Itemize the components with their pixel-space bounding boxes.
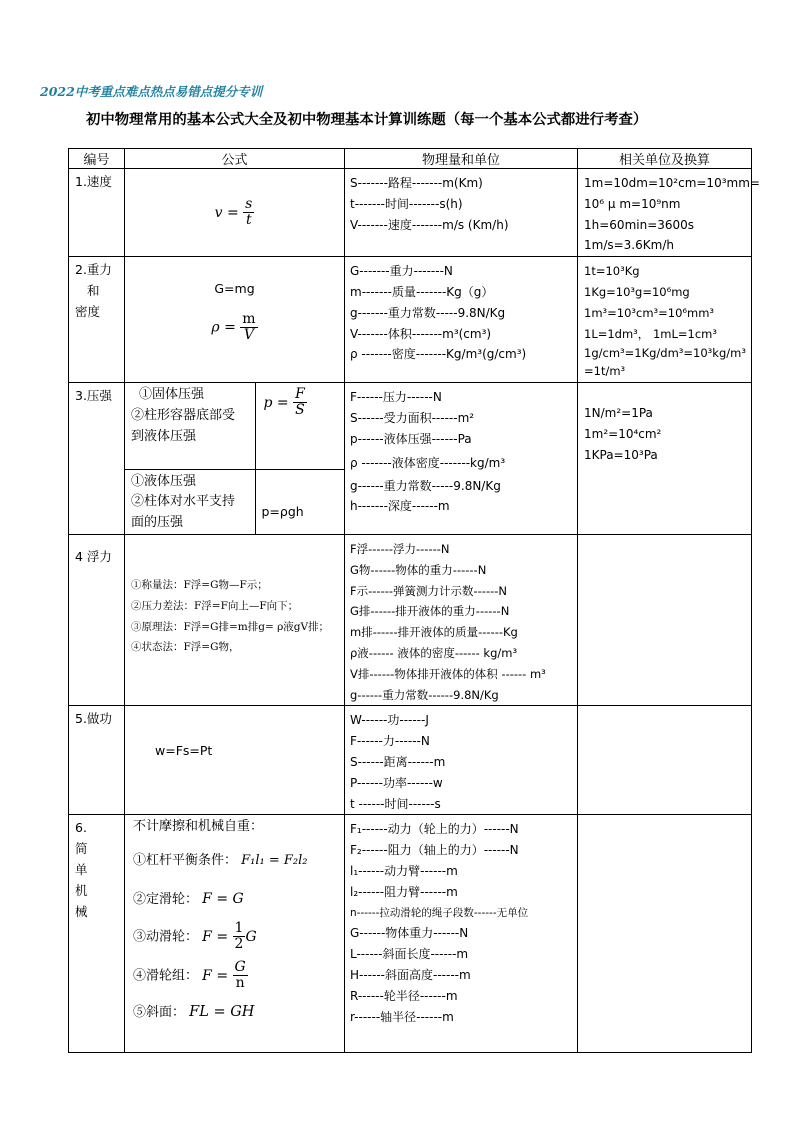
quantities-cell: F₁------动力（轮上的力）------N F₂------阻力（轴上的力）------N l₁------动力臂------m l₂------阻力臂------m n------拉动滑轮的绳子段数------无单位 G------物体重力------N L------斜面长度------m H------斜面高度------m R------轮半径------m r------轴半径------m xyxy=(345,815,578,1053)
conversions-cell xyxy=(578,815,752,1053)
conversions-cell: 1N/m²=1Pa 1m²=10⁴cm² 1KPa=10³Pa xyxy=(578,383,752,535)
formula-cell xyxy=(125,257,345,383)
table-row-work xyxy=(69,706,752,815)
row-number: 4 浮力 xyxy=(69,535,125,706)
col-header-quantities: 物理量和单位 xyxy=(345,149,578,169)
formula-cell xyxy=(125,706,345,815)
formula-table xyxy=(68,148,760,1053)
formula-cell: ①称量法：F浮=G物—F示； ②压力差法：F浮=F向上—F向下； ③原理法：F浮=G排=m排g= ρ液gV排； ④状态法：F浮=G物， xyxy=(125,535,345,706)
formula-cell: 不计摩擦和机械自重： ①杠杆平衡条件： F₁l₁ = F₂l₂ ②定滑轮： F = G ③动滑轮： F = $\frac{1}{2}$ G ④滑轮组： F = $\frac{G}{n}$ ⑤斜面： FL = GH xyxy=(125,815,345,1053)
col-header-number: 编号 xyxy=(69,149,125,169)
incline-formula: ⑤斜面： FL = GH xyxy=(133,1004,255,1021)
table-row-gravity xyxy=(69,257,752,383)
speed-formula: v = $\frac{s}{t}$ xyxy=(214,196,253,229)
row-number: 5.做功 xyxy=(69,706,125,815)
pressure-formula: p = $\frac{F}{S}$ xyxy=(255,383,345,469)
table-row-speed xyxy=(69,169,752,257)
pressure-subtable xyxy=(125,383,345,534)
page-title: 初中物理常用的基本公式大全及初中物理基本计算训练题（每一个基本公式都进行考查） xyxy=(86,111,648,128)
fixed-pulley-formula: ②定滑轮： F = G xyxy=(133,891,244,908)
liquid-pressure-formula: p=ρgh xyxy=(261,503,304,519)
quantities-cell: F浮------浮力------N G物------物体的重力------N F示------弹簧测力计示数------N G排------排开液体的重力------N m排------排开液体的质量------Kg ρ液------ 液体的密度------ kg/m³ V排------物体排开液体的体积 ------ m³ g------重力常数------9.8N/Kg xyxy=(345,535,578,706)
formula-cell xyxy=(125,383,345,535)
row-number: 2.重力 和 密度 xyxy=(69,257,125,383)
row-number: 3.压强 xyxy=(69,383,125,535)
density-formula: ρ = $\frac{m}{V}$ xyxy=(211,311,256,344)
conversions-cell xyxy=(578,706,752,815)
row-number: 6. 简 单 机 械 xyxy=(69,815,125,1053)
lever-formula: ①杠杆平衡条件： F₁l₁ = F₂l₂ xyxy=(133,853,308,869)
movable-pulley-formula: ③动滑轮： F = $\frac{1}{2}$ G xyxy=(133,920,257,953)
quantities-cell: S-------路程-------m(Km) t-------时间-------s(h) V-------速度-------m/s (Km/h) xyxy=(345,169,578,257)
gravity-formula: G=mg xyxy=(214,281,255,297)
liquid-pressure-cases: ①液体压强 ②柱体对水平支持 面的压强 xyxy=(125,469,255,534)
table-header-row xyxy=(69,149,752,169)
col-header-conversions: 相关单位及换算 xyxy=(578,149,752,169)
table-row-machines xyxy=(69,815,752,1053)
conversions-cell: 1t=10³Kg 1Kg=10³g=10⁶mg 1m³=10³cm³=10⁶mm³ 1L=1dm³， 1mL=1cm³ 1g/cm³=1Kg/dm³=10³kg/m³ =1t/m³ xyxy=(578,257,752,383)
quantities-cell: F------压力------N S------受力面积------m² p------液体压强------Pa ρ -------液体密度-------kg/m³ g------重力常数-----9.8N/Kg h-------深度------m xyxy=(345,383,578,535)
pulley-block-formula: ④滑轮组： F = $\frac{G}{n}$ xyxy=(133,959,246,992)
quantities-cell: G-------重力-------N m-------质量-------Kg（g） g-------重力常数-----9.8N/Kg V-------体积-------m³(cm³) ρ -------密度-------Kg/m³(g/cm³) xyxy=(345,257,578,383)
conversions-cell xyxy=(578,535,752,706)
table-row-pressure xyxy=(69,383,752,535)
conversions-cell: 1m=10dm=10²cm=10³mm= 10⁶ μ m=10⁹nm 1h=60min=3600s 1m/s=3.6Km/h xyxy=(578,169,752,257)
formula-cell xyxy=(125,169,345,257)
table-row-buoyancy xyxy=(69,535,752,706)
series-title: 2022中考重点难点热点易错点提分专训 xyxy=(40,84,263,99)
work-formula: w=Fs=Pt xyxy=(155,743,213,759)
row-number: 1.速度 xyxy=(69,169,125,257)
col-header-formula: 公式 xyxy=(125,149,345,169)
quantities-cell: W------功------J F------力------N S------距离------m P------功率------w t ------时间------s xyxy=(345,706,578,815)
solid-pressure-cases: ①固体压强 ②柱形容器底部受 到液体压强 xyxy=(125,383,255,469)
